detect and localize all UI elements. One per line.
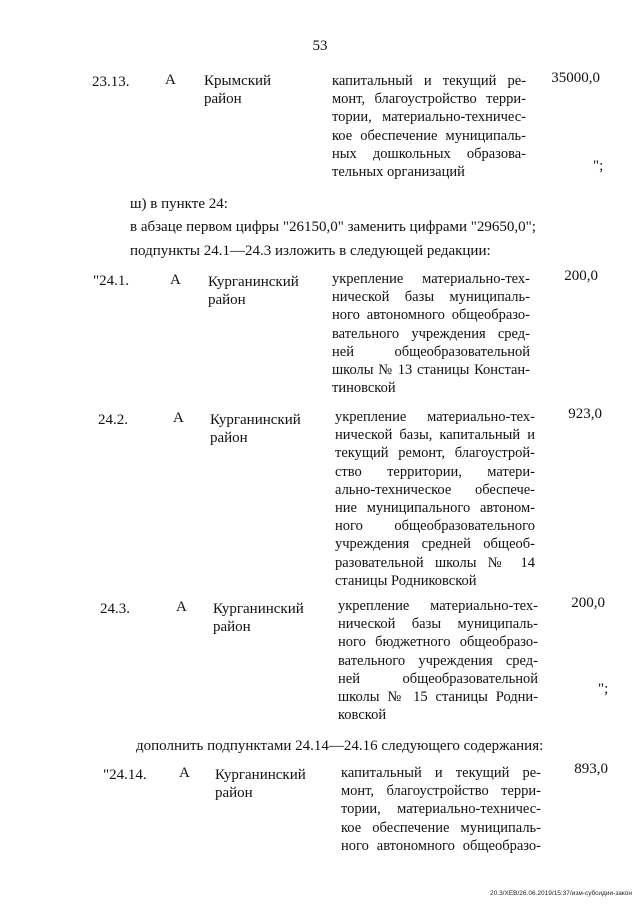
purpose-line: ного автономного общеобразо-: [332, 307, 530, 324]
purpose-line: тельных организаций: [332, 164, 465, 181]
purpose-line: укрепление материально-тех-: [332, 271, 530, 287]
paragraph-replace: в абзаце первом цифры "26150,0" заменить цифрами "29650,0";: [130, 219, 536, 235]
item-amount: 200,0: [571, 595, 605, 611]
purpose-line: школы № 13 станицы Констан-: [332, 362, 530, 379]
paragraph-subitems: подпункты 24.1—24.3 изложить в следующей редакции:: [130, 243, 491, 259]
purpose-line: ного бюджетного общеобразо-: [338, 634, 538, 651]
purpose-line: ней общеобразовательной: [338, 670, 538, 687]
item-district: [208, 273, 318, 309]
purpose-line: ного автономного общеобразо-: [341, 837, 541, 854]
purpose-line: учреждения средней общеоб-: [335, 536, 535, 553]
purpose-line: вательного учреждения сред-: [338, 652, 538, 669]
purpose-line: монт, благоустройство терри-: [341, 783, 541, 800]
purpose-line: кое обеспечение муниципаль-: [332, 127, 526, 144]
item-purpose: [332, 270, 530, 397]
item-amount: 893,0: [574, 761, 608, 777]
purpose-line: разовательной школы № 14: [335, 554, 535, 571]
item-category: А: [165, 72, 176, 88]
purpose-line: вательного учреждения сред-: [332, 325, 530, 342]
purpose-line: нической базы муниципаль-: [338, 616, 538, 633]
purpose-line: тиновской: [332, 380, 396, 397]
purpose-line: ного общеобразовательного: [335, 518, 535, 535]
purpose-line: школы № 15 станицы Родни-: [338, 689, 538, 706]
item-category: А: [179, 765, 190, 781]
purpose-line: тории, материально-техничес-: [332, 109, 526, 126]
purpose-line: нической базы муниципаль-: [332, 289, 530, 306]
item-number: "24.14.: [103, 767, 147, 783]
purpose-line: кое обеспечение муниципаль-: [341, 819, 541, 836]
district-line: район: [208, 292, 246, 308]
footer-file-reference: 20.3/ХЕВ/26.06.2019/15:37/изм-субсидии-закон: [490, 890, 632, 897]
item-category: А: [176, 599, 187, 615]
item-district: [204, 72, 314, 108]
item-category: А: [170, 272, 181, 288]
purpose-line: ных дошкольных образова-: [332, 145, 526, 162]
item-district: [215, 766, 325, 802]
item-district: [210, 411, 320, 447]
purpose-line: капитальный и текущий ре-: [341, 765, 541, 781]
item-amount: 35000,0: [551, 70, 600, 86]
purpose-line: тории, материально-техничес-: [341, 801, 541, 818]
district-line: район: [213, 619, 251, 635]
purpose-line: текущий ремонт, благоустрой-: [335, 445, 535, 462]
item-category: А: [173, 410, 184, 426]
item-number: 24.2.: [98, 412, 128, 428]
purpose-line: ние муниципального автоном-: [335, 500, 535, 517]
item-purpose: [341, 764, 541, 855]
district-line: Крымский: [204, 73, 272, 89]
purpose-line: капитальный и текущий ре-: [332, 73, 526, 89]
item-district: [213, 600, 323, 636]
item-purpose: [338, 597, 538, 724]
district-line: район: [215, 785, 253, 801]
purpose-line: укрепление материально-тех-: [338, 598, 538, 614]
purpose-line: монт, благоустройство терри-: [332, 91, 526, 108]
purpose-line: нической базы, капитальный и: [335, 427, 535, 444]
item-number: 23.13.: [92, 74, 130, 90]
district-line: район: [204, 91, 242, 107]
purpose-line: ство территории, матери-: [335, 463, 535, 480]
purpose-line: ней общеобразовательной: [332, 343, 530, 360]
item-purpose: [335, 408, 535, 590]
purpose-line: ально-техническое обеспече-: [335, 481, 535, 498]
closing-quote: ";: [593, 158, 604, 174]
district-line: Курганинский: [213, 601, 304, 617]
page-number: 53: [312, 38, 328, 54]
item-number: "24.1.: [93, 273, 130, 289]
district-line: Курганинский: [208, 274, 299, 290]
item-amount: 923,0: [568, 406, 602, 422]
item-number: 24.3.: [100, 601, 130, 617]
paragraph-add-subitems: дополнить подпунктами 24.14—24.16 следующего содержания:: [136, 738, 544, 754]
purpose-line: станицы Родниковской: [335, 572, 477, 589]
district-line: Курганинский: [210, 412, 301, 428]
purpose-line: ковской: [338, 707, 387, 724]
closing-quote: ";: [598, 681, 609, 697]
item-amount: 200,0: [564, 268, 598, 284]
item-purpose: [332, 72, 526, 181]
district-line: район: [210, 430, 248, 446]
purpose-line: укрепление материально-тех-: [335, 409, 535, 425]
paragraph-sh: ш) в пункте 24:: [130, 196, 228, 212]
district-line: Курганинский: [215, 767, 306, 783]
